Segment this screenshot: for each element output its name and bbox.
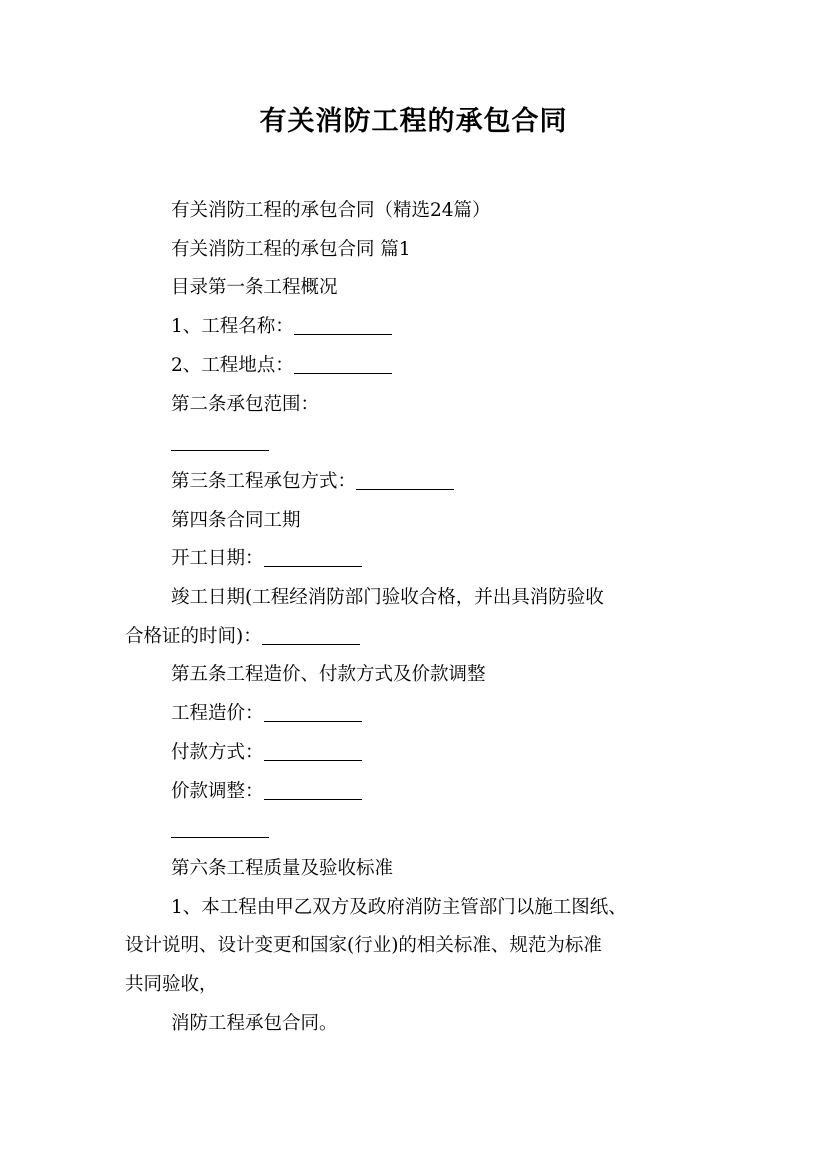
completion-date-blank[interactable]: [262, 624, 360, 645]
paragraph-closing: 消防工程承包合同。: [171, 1012, 338, 1034]
paragraph-project-location: [125, 347, 720, 386]
start-date-label: 开工日期：: [171, 548, 264, 570]
paragraph-article-1: 目录第一条工程概况: [171, 277, 338, 299]
paragraph-section-heading: 有关消防工程的承包合同 篇1: [171, 238, 411, 260]
contract-method-blank[interactable]: [356, 469, 454, 490]
document-body: [125, 192, 720, 1043]
payment-method-label: 付款方式：: [171, 741, 264, 763]
scope-blank[interactable]: [171, 430, 269, 451]
paragraph-project-name: [125, 308, 720, 347]
paragraph-acceptance-line2: 设计说明、设计变更和国家(行业)的相关标准、规范为标准: [125, 935, 602, 957]
paragraph-article-2: 第二条承包范围：: [171, 393, 320, 415]
paragraph-completion-date-line1: 竣工日期(工程经消防部门验收合格，并出具消防验收: [171, 587, 604, 609]
price-adjustment-label: 价款调整：: [171, 780, 264, 802]
paragraph-start-date: [125, 540, 720, 579]
completion-date-label: 合格证的时间)：: [125, 625, 262, 647]
paragraph-acceptance-line1: 1、本工程由甲乙双方及政府消防主管部门以施工图纸、: [171, 896, 627, 918]
payment-method-blank[interactable]: [264, 740, 362, 761]
project-cost-blank[interactable]: [264, 701, 362, 722]
start-date-blank[interactable]: [264, 546, 362, 567]
adjustment-extra-blank[interactable]: [171, 817, 269, 838]
contract-method-label: 第三条工程承包方式：: [171, 470, 357, 492]
paragraph-project-cost: [125, 695, 720, 734]
document-title: 有关消防工程的承包合同: [259, 106, 568, 137]
paragraph-payment-method: [125, 734, 720, 773]
project-name-blank[interactable]: [294, 314, 392, 335]
project-location-label: 2、工程地点：: [171, 354, 294, 376]
price-adjustment-blank[interactable]: [264, 779, 362, 800]
paragraph-acceptance-line3: 共同验收，: [125, 974, 218, 996]
paragraph-price-adjustment: [125, 773, 720, 812]
paragraph-article-4: 第四条合同工期: [171, 509, 301, 531]
paragraph-article-5: 第五条工程造价、付款方式及价款调整: [171, 664, 486, 686]
paragraph-article-3: [125, 463, 720, 502]
paragraph-scope-blank: [125, 424, 720, 463]
paragraph-subtitle: 有关消防工程的承包合同（精选24篇）: [171, 200, 491, 221]
project-name-label: 1、工程名称：: [171, 316, 294, 338]
project-location-blank[interactable]: [294, 353, 392, 374]
paragraph-adjustment-blank: [125, 811, 720, 850]
paragraph-completion-date-line2: [125, 618, 720, 657]
project-cost-label: 工程造价：: [171, 703, 264, 725]
paragraph-article-6: 第六条工程质量及验收标准: [171, 857, 394, 879]
